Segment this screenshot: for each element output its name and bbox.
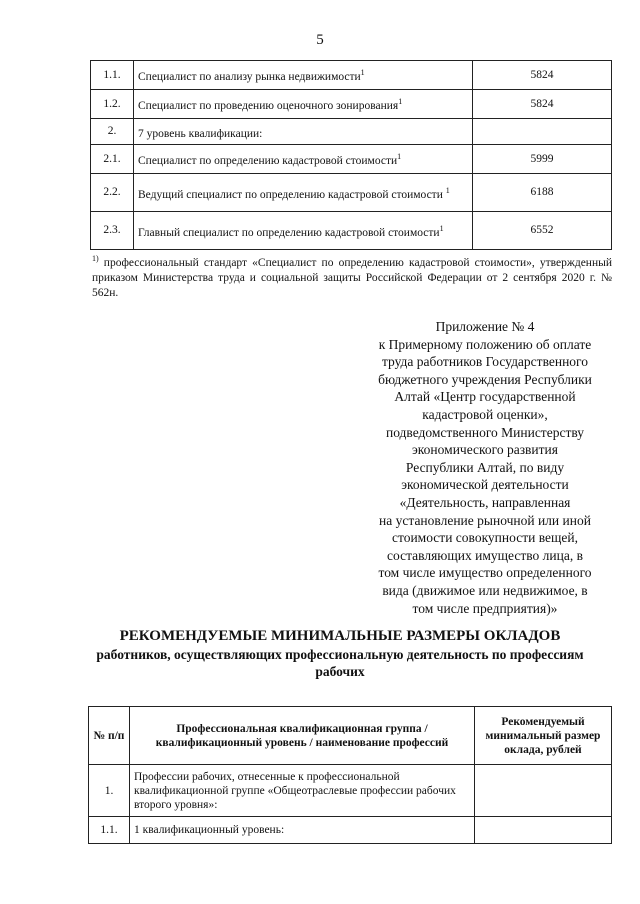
position-name: [134, 212, 473, 250]
footnote-marker: 1: [398, 97, 403, 107]
row-number: 2.3.: [91, 212, 134, 250]
row-number: 2.1.: [91, 145, 134, 174]
header-number: № п/п: [89, 707, 130, 765]
document-heading: РЕКОМЕНДУЕМЫЕ МИНИМАЛЬНЫЕ РАЗМЕРЫ ОКЛАДОВ: [119, 628, 561, 644]
appendix-line: подведомственного Министерству: [385, 424, 585, 440]
appendix-line: «Деятельность, направленная: [399, 494, 571, 510]
appendix-line: на установление рыночной или иной: [379, 512, 591, 528]
appendix-line: экономической деятельности: [401, 477, 569, 493]
salary-value: 5999: [473, 145, 612, 174]
profession-group: Профессии рабочих, отнесенные к профессиональной квалификационной группе «Общеотраслевые профессии рабочих второго уровня»:: [130, 765, 475, 817]
salary-value: [473, 119, 612, 145]
footnote: [92, 251, 612, 301]
row-number: 2.: [91, 119, 134, 145]
row-number: 2.2.: [91, 174, 134, 212]
footnote-marker: 1): [92, 254, 99, 263]
table-header-row: [89, 707, 612, 765]
appendix-line: кадастровой оценки»,: [422, 406, 548, 422]
position-name-text: Главный специалист по определению кадастровой стоимости: [138, 226, 440, 239]
row-number: 1.1.: [91, 61, 134, 90]
salary-value: [475, 765, 612, 817]
salary-table-top: [90, 60, 612, 250]
table-row: [91, 61, 612, 90]
salary-value: [475, 817, 612, 844]
appendix-line: к Примерному положению об оплате: [378, 336, 592, 352]
appendix-line: составляющих имущество лица, в: [387, 547, 583, 563]
row-number: 1.1.: [89, 817, 130, 844]
salary-value: 5824: [473, 61, 612, 90]
appendix-line: том числе имущество определенного: [378, 565, 592, 581]
row-number: 1.: [89, 765, 130, 817]
footnote-marker: 1: [439, 223, 444, 233]
table-row: [91, 145, 612, 174]
appendix-line: вида (движимое или недвижимое, в: [382, 582, 588, 598]
table-row: [91, 90, 612, 119]
position-name: [134, 145, 473, 174]
appendix-line: Приложение № 4: [435, 319, 535, 334]
table-row: [91, 174, 612, 212]
table-row: [91, 119, 612, 145]
table-row: [89, 765, 612, 817]
footnote-marker: 1: [397, 152, 402, 162]
table-row: [91, 212, 612, 250]
appendix-line: Алтай «Центр государственной: [394, 389, 576, 405]
footnote-marker: 1: [360, 68, 365, 78]
position-name-text: Специалист по проведению оценочного зонирования: [138, 99, 399, 112]
position-name-text: Специалист по анализу рынка недвижимости: [138, 70, 361, 83]
salary-table-workers: [88, 706, 612, 844]
position-name: [134, 90, 473, 119]
appendix-line: экономического развития: [412, 442, 558, 458]
page-number: 5: [316, 32, 324, 48]
position-name-text: Ведущий специалист по определению кадастровой стоимости: [138, 188, 446, 201]
position-name: [134, 61, 473, 90]
position-name: [134, 119, 473, 145]
table-row: [89, 817, 612, 844]
appendix-line: том числе предприятия)»: [412, 600, 558, 616]
salary-value: 6552: [473, 212, 612, 250]
position-name: [134, 174, 473, 212]
position-name-text: 7 уровень квалификации:: [138, 127, 263, 140]
header-salary: Рекомендуемый минимальный размер оклада, рублей: [475, 707, 612, 765]
appendix-line: стоимости совокупности вещей,: [391, 530, 578, 546]
appendix-header: [340, 318, 630, 617]
appendix-line: труда работников Государственного: [381, 354, 589, 370]
document-subheading: работников, осуществляющих профессиональную деятельность по профессиям рабочих: [96, 647, 584, 679]
position-name-text: Специалист по определению кадастровой стоимости: [138, 154, 398, 167]
profession-group: 1 квалификационный уровень:: [130, 817, 475, 844]
header-group: Профессиональная квалификационная группа / квалификационный уровень / наименование профессий: [130, 707, 475, 765]
salary-value: 6188: [473, 174, 612, 212]
footnote-marker: 1: [445, 185, 450, 195]
footnote-text: профессиональный стандарт «Специалист по определению кадастровой стоимости», утвержденный приказом Министерства труда и социальной защиты Российской Федерации от 2 сентября 2020 г. № 562н.: [92, 256, 612, 299]
appendix-line: бюджетного учреждения Республики: [378, 371, 592, 387]
salary-value: 5824: [473, 90, 612, 119]
row-number: 1.2.: [91, 90, 134, 119]
appendix-line: Республики Алтай, по виду: [405, 459, 565, 475]
